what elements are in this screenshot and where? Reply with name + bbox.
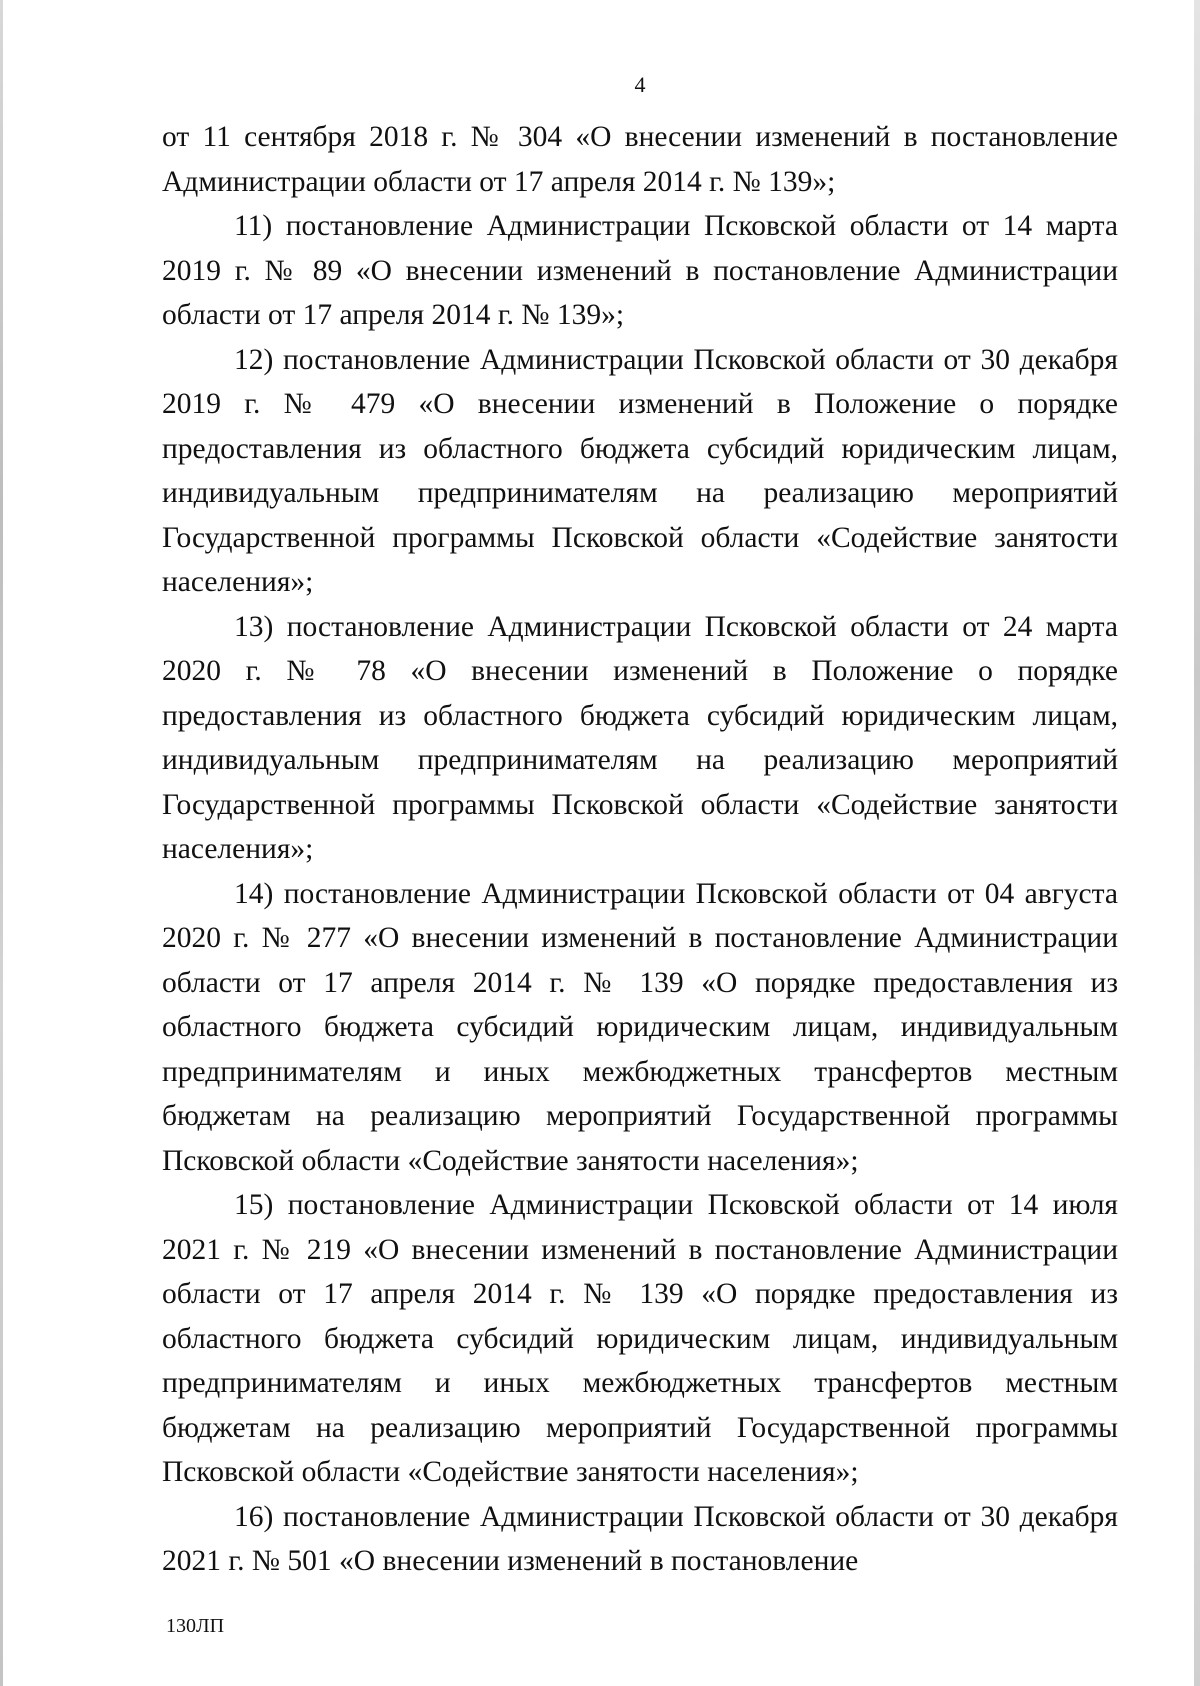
list-item-11: 11) постановление Администрации Псковской области от 14 марта 2019 г. № 89 «О внесении изменений в постановление Администрации области от 17 апреля 2014 г. № 139»; (162, 210, 1118, 331)
page-number: 4 (634, 72, 646, 97)
list-item-12: 12) постановление Администрации Псковской области от 30 декабря 2019 г. № 479 «О внесении изменений в Положение о порядке предоставления из областного бюджета субсидий юридическим лицам, индивидуальным предпринимателям на реализацию мероприятий Государственной программы Псковской области «Содействие занятости населения»; (162, 343, 1118, 598)
list-item-14: 14) постановление Администрации Псковской области от 04 августа 2020 г. № 277 «О внесении изменений в постановление Администрации области от 17 апреля 2014 г. № 139 «О порядке предоставления из областного бюджета субсидий юридическим лицам, индивидуальным предпринимателям и иных межбюджетных трансфертов местным бюджетам на реализацию мероприятий Государственной программы Псковской области «Содействие занятости населения»; (162, 877, 1118, 1177)
scan-edge-right (1194, 0, 1200, 1686)
scan-edge-left (0, 0, 3, 1686)
document-body (162, 115, 1118, 1584)
paragraph-continuation: от 11 сентября 2018 г. № 304 «О внесении изменений в постановление Администрации области от 17 апреля 2014 г. № 139»; (162, 121, 1118, 198)
list-item-16: 16) постановление Администрации Псковской области от 30 декабря 2021 г. № 501 «О внесении изменений в постановление (162, 1500, 1118, 1577)
list-item-13: 13) постановление Администрации Псковской области от 24 марта 2020 г. № 78 «О внесении изменений в Положение о порядке предоставления из областного бюджета субсидий юридическим лицам, индивидуальным предпринимателям на реализацию мероприятий Государственной программы Псковской области «Содействие занятости населения»; (162, 610, 1118, 865)
document-code: 130ЛП (166, 1615, 225, 1637)
list-item-15: 15) постановление Администрации Псковской области от 14 июля 2021 г. № 219 «О внесении изменений в постановление Администрации области от 17 апреля 2014 г. № 139 «О порядке предоставления из областного бюджета субсидий юридическим лицам, индивидуальным предпринимателям и иных межбюджетных трансфертов местным бюджетам на реализацию мероприятий Государственной программы Псковской области «Содействие занятости населения»; (162, 1189, 1118, 1488)
